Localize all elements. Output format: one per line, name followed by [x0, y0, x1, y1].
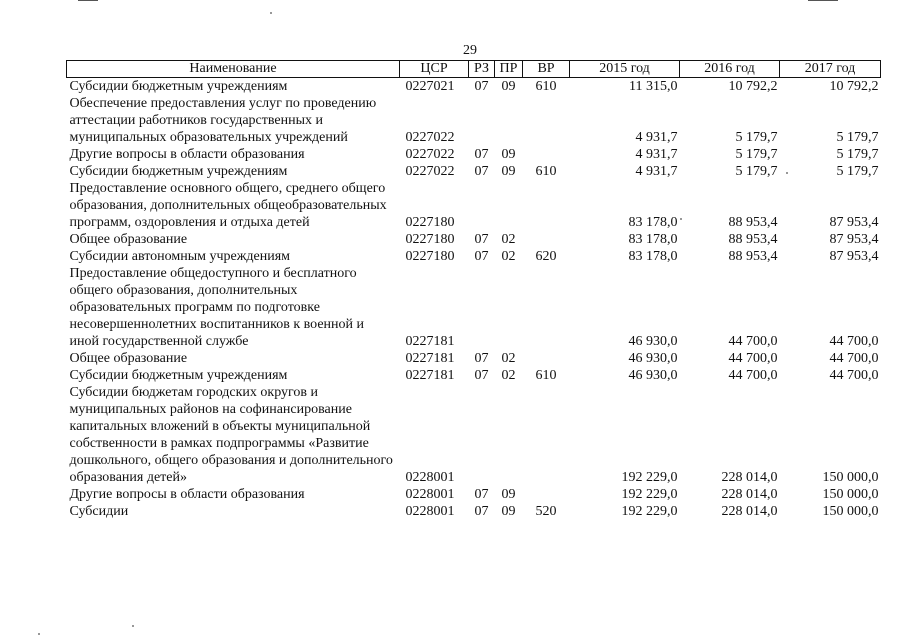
row-2015: 192 229,0	[621, 470, 678, 485]
row-vr	[523, 95, 570, 146]
row-csr: 0228001	[405, 504, 455, 519]
budget-table	[66, 60, 881, 520]
header-name: Наименование	[67, 61, 400, 78]
row-2017: 5 179,7	[836, 164, 879, 179]
row-csr: 0228001	[405, 487, 455, 502]
row-vr: 610	[535, 368, 557, 383]
row-2015: 83 178,0	[628, 232, 678, 247]
scan-speck	[270, 12, 272, 14]
row-2016: 44 700,0	[728, 351, 778, 366]
table-row	[67, 486, 881, 503]
row-csr: 0227181	[405, 334, 455, 349]
row-2016: 228 014,0	[721, 487, 778, 502]
row-csr: 0227022	[405, 147, 455, 162]
page-number: 29	[463, 43, 477, 58]
scan-edge-line	[78, 0, 98, 1]
header-rz: РЗ	[469, 61, 495, 78]
row-pr: 09	[501, 504, 516, 519]
row-2016: 44 700,0	[728, 368, 778, 383]
row-name: Общее образование	[69, 351, 188, 366]
row-2017: 87 953,4	[829, 232, 879, 247]
row-name: Субсидии бюджетным учреждениям	[69, 368, 288, 383]
header-2017: 2017 год	[780, 61, 881, 78]
row-2016: 228 014,0	[721, 470, 778, 485]
row-2016: 88 953,4	[728, 249, 778, 264]
row-2017: 150 000,0	[822, 487, 879, 502]
row-name: Общее образование	[69, 232, 188, 247]
row-vr: 610	[535, 79, 557, 94]
scan-speck	[680, 218, 682, 220]
row-csr: 0227181	[405, 368, 455, 383]
row-2017: 10 792,2	[829, 79, 879, 94]
table-row	[67, 384, 881, 486]
row-2015: 46 930,0	[628, 334, 678, 349]
header-2016: 2016 год	[680, 61, 780, 78]
row-csr: 0227022	[405, 130, 455, 145]
row-name: Субсидии бюджетным учреждениям	[69, 79, 288, 94]
row-name: Субсидии бюджетам городских округов и муниципальных районов на софинансирование капитальных вложений в объекты муниципальной собственности в рамках подпрограммы «Развитие дошкольного, общего образования и дополнительного образования детей»	[69, 385, 393, 485]
table-row	[67, 78, 881, 96]
row-2015: 46 930,0	[628, 351, 678, 366]
row-csr: 0227181	[405, 351, 455, 366]
row-2016: 44 700,0	[728, 334, 778, 349]
row-name: Предоставление основного общего, среднего общего образования, дополнительных общеобразовательных программ, оздоровления и отдыха детей	[69, 181, 387, 230]
row-pr: 09	[501, 147, 516, 162]
row-name: Предоставление общедоступного и бесплатного общего образования, дополнительных образовательных программ по подготовке несовершеннолетних воспитанников к военной и иной государственной службе	[69, 266, 365, 349]
row-2017: 87 953,4	[829, 215, 879, 230]
row-2016: 5 179,7	[735, 164, 778, 179]
row-pr: 02	[501, 351, 516, 366]
row-2017: 5 179,7	[836, 130, 879, 145]
row-vr: 520	[535, 504, 557, 519]
row-2015: 192 229,0	[621, 504, 678, 519]
scan-speck	[38, 633, 40, 635]
row-pr: 09	[501, 164, 516, 179]
row-pr	[495, 95, 523, 146]
row-2017: 44 700,0	[829, 368, 879, 383]
row-name: Обеспечение предоставления услуг по проведению аттестации работников государственных и муниципальных образовательных учреждений	[69, 96, 377, 145]
row-csr: 0227021	[405, 79, 455, 94]
row-2017: 5 179,7	[836, 147, 879, 162]
row-csr: 0227022	[405, 164, 455, 179]
header-pr: ПР	[495, 61, 523, 78]
row-rz: 07	[474, 147, 489, 162]
row-2015: 4 931,7	[635, 130, 678, 145]
row-2015: 192 229,0	[621, 487, 678, 502]
table-header	[67, 61, 881, 78]
row-pr: 02	[501, 249, 516, 264]
row-vr	[523, 146, 570, 163]
header-2015: 2015 год	[570, 61, 680, 78]
row-pr	[495, 265, 523, 350]
row-rz	[469, 384, 495, 486]
row-2016: 228 014,0	[721, 504, 778, 519]
row-2016: 5 179,7	[735, 130, 778, 145]
table-row	[67, 265, 881, 350]
row-vr: 620	[535, 249, 557, 264]
header-vr: ВР	[523, 61, 570, 78]
scan-speck	[132, 625, 134, 627]
header-csr: ЦСР	[400, 61, 469, 78]
row-2016: 5 179,7	[735, 147, 778, 162]
row-vr	[523, 384, 570, 486]
table-row	[67, 367, 881, 384]
row-rz: 07	[474, 249, 489, 264]
row-vr	[523, 486, 570, 503]
row-vr: 610	[535, 164, 557, 179]
row-vr	[523, 265, 570, 350]
table-row	[67, 95, 881, 146]
row-pr	[495, 384, 523, 486]
row-2017: 44 700,0	[829, 351, 879, 366]
row-name: Другие вопросы в области образования	[69, 147, 305, 162]
row-rz: 07	[474, 504, 489, 519]
table-row	[67, 503, 881, 520]
row-vr	[523, 350, 570, 367]
row-rz: 07	[474, 164, 489, 179]
table-row	[67, 248, 881, 265]
row-rz: 07	[474, 487, 489, 502]
row-rz: 07	[474, 368, 489, 383]
row-csr: 0228001	[405, 470, 455, 485]
row-2017: 150 000,0	[822, 470, 879, 485]
row-name: Субсидии автономным учреждениям	[69, 249, 291, 264]
row-2017: 150 000,0	[822, 504, 879, 519]
row-2015: 11 315,0	[629, 79, 678, 94]
row-pr: 02	[501, 232, 516, 247]
row-2015: 83 178,0	[628, 215, 678, 230]
row-csr: 0227180	[405, 249, 455, 264]
row-2015: 4 931,7	[635, 164, 678, 179]
row-pr: 02	[501, 368, 516, 383]
row-rz: 07	[474, 351, 489, 366]
row-2015: 4 931,7	[635, 147, 678, 162]
row-pr	[495, 180, 523, 231]
row-vr	[523, 180, 570, 231]
row-2016: 10 792,2	[728, 79, 778, 94]
row-name: Другие вопросы в области образования	[69, 487, 305, 502]
row-pr: 09	[501, 79, 516, 94]
row-rz	[469, 95, 495, 146]
table-row	[67, 146, 881, 163]
row-csr: 0227180	[405, 232, 455, 247]
row-pr: 09	[501, 487, 516, 502]
row-2017: 87 953,4	[829, 249, 879, 264]
scan-edge-line	[808, 0, 838, 1]
row-rz	[469, 180, 495, 231]
table-row	[67, 163, 881, 180]
row-csr: 0227180	[405, 215, 455, 230]
table-row	[67, 180, 881, 231]
row-2015: 46 930,0	[628, 368, 678, 383]
row-rz: 07	[474, 79, 489, 94]
row-rz: 07	[474, 232, 489, 247]
row-2015: 83 178,0	[628, 249, 678, 264]
header-row	[67, 61, 881, 78]
row-vr	[523, 231, 570, 248]
row-2016: 88 953,4	[728, 215, 778, 230]
table-row	[67, 350, 881, 367]
scan-speck	[786, 172, 788, 174]
row-name: Субсидии бюджетным учреждениям	[69, 164, 288, 179]
row-2017: 44 700,0	[829, 334, 879, 349]
row-name: Субсидии	[69, 504, 129, 519]
row-rz	[469, 265, 495, 350]
table-body	[67, 78, 881, 521]
table-row	[67, 231, 881, 248]
row-2016: 88 953,4	[728, 232, 778, 247]
